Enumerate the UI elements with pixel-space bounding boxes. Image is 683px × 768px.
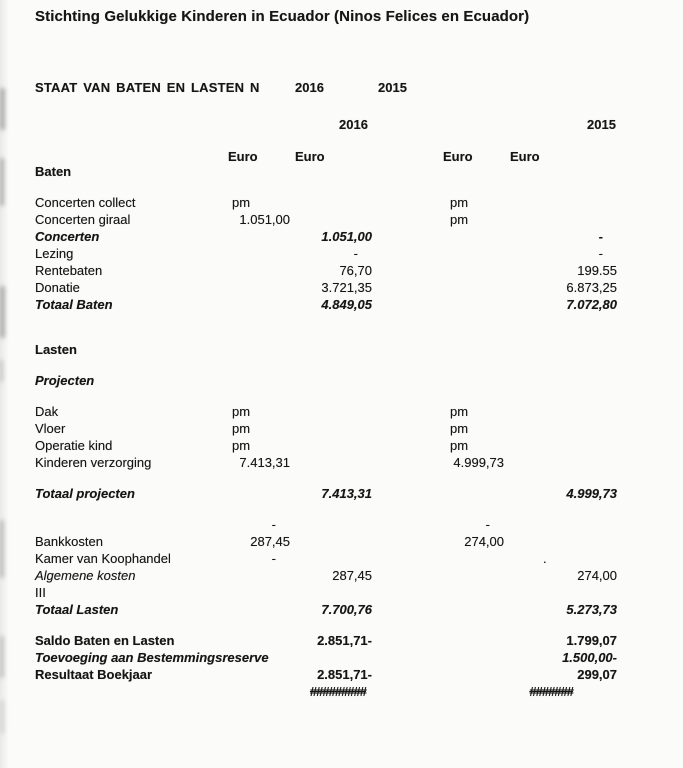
statement-row	[0, 212, 683, 229]
row-label: Bankkosten	[35, 534, 103, 549]
currency-header: Euro	[228, 149, 258, 164]
row-label: Kamer van Koophandel	[35, 551, 171, 566]
value-c4: 199.55	[577, 263, 617, 278]
statement-row	[0, 195, 683, 212]
scan-artifact	[1, 700, 4, 734]
value-c1: pm	[232, 195, 251, 210]
value-c2: 7.413,31	[321, 486, 372, 501]
row-label: Totaal Baten	[35, 297, 113, 312]
blank-row	[0, 328, 683, 342]
value-c2: 287,45	[332, 568, 372, 583]
statement-row	[0, 633, 683, 650]
statement-row	[0, 667, 683, 684]
value-c4: 1.500,00-	[562, 650, 617, 665]
row-label: Algemene kosten	[35, 568, 136, 583]
row-label: Projecten	[35, 373, 95, 388]
statement-row	[0, 373, 683, 390]
statement-row	[0, 404, 683, 421]
value-c2: -	[353, 246, 358, 261]
statement-row	[0, 342, 683, 359]
value-c2: 7.700,76	[321, 602, 372, 617]
statement-row	[0, 585, 683, 602]
statement-row	[0, 263, 683, 280]
row-label: Kinderen verzorging	[35, 455, 152, 470]
row-label: Saldo Baten en Lasten	[35, 633, 175, 648]
value-c3: pm	[450, 212, 469, 227]
value-c1: 7.413,31	[239, 455, 290, 470]
document-title: Stichting Gelukkige Kinderen in Ecuador (Ninos Felices en Ecuador)	[35, 8, 530, 25]
currency-header: Euro	[443, 149, 473, 164]
row-label: Vloer	[35, 421, 66, 436]
statement-row	[0, 164, 683, 181]
row-label: Operatie kind	[35, 438, 113, 453]
value-c3: pm	[450, 421, 469, 436]
column-year-2016: 2016	[339, 117, 368, 132]
blank-row	[0, 314, 683, 328]
statement-row	[0, 568, 683, 585]
value-c3: pm	[450, 438, 469, 453]
statement-heading: STAAT VAN BATEN EN LASTEN N	[35, 80, 260, 95]
value-c1: pm	[232, 421, 251, 436]
value-c4: -	[598, 229, 603, 244]
statement-row	[0, 280, 683, 297]
value-c2: 4.849,05	[321, 297, 372, 312]
column-year-2015: 2015	[587, 117, 616, 132]
value-c4: 6.873,25	[566, 280, 617, 295]
statement-row	[0, 246, 683, 263]
row-label: Rentebaten	[35, 263, 103, 278]
currency-header-row	[0, 149, 683, 164]
value-c2: 2.851,71-	[317, 633, 372, 648]
blank-row	[0, 503, 683, 517]
statement-row	[0, 486, 683, 503]
statement-row	[0, 517, 683, 534]
value-c4: 1.799,07	[566, 633, 617, 648]
statement-row	[0, 602, 683, 619]
statement-row	[0, 297, 683, 314]
statement-rows	[0, 164, 683, 701]
value-c3: -	[485, 517, 490, 532]
value-c4: 299,07	[577, 667, 617, 682]
value-c4: 5.273,73	[566, 602, 617, 617]
value-c4: 4.999,73	[566, 486, 617, 501]
value-c2: 1.051,00	[321, 229, 372, 244]
value-c1: pm	[232, 404, 251, 419]
value-c4: #######	[529, 684, 573, 699]
blank-row	[0, 390, 683, 404]
row-label: Dak	[35, 404, 59, 419]
value-c2: #########	[309, 684, 366, 699]
heading-year-2015: 2015	[378, 80, 407, 95]
statement-row	[0, 438, 683, 455]
value-c3: pm	[450, 404, 469, 419]
statement-row	[0, 551, 683, 568]
value-c2: 2.851,71-	[317, 667, 372, 682]
row-label: III	[35, 585, 46, 600]
statement-row	[0, 421, 683, 438]
blank-row	[0, 619, 683, 633]
row-label: Baten	[35, 164, 72, 179]
row-label: Concerten collect	[35, 195, 136, 210]
value-c3: 274,00	[464, 534, 504, 549]
blank-row	[0, 472, 683, 486]
row-label: Concerten	[35, 229, 100, 244]
row-label: Totaal projecten	[35, 486, 135, 501]
value-c4: .	[543, 551, 547, 566]
statement-row	[0, 684, 683, 701]
row-label: Resultaat Boekjaar	[35, 667, 153, 682]
value-c1: -	[271, 517, 276, 532]
blank-row	[0, 359, 683, 373]
value-c1: 287,45	[250, 534, 290, 549]
row-label: Lezing	[35, 246, 74, 261]
statement-row	[0, 650, 683, 667]
value-c4: 274,00	[577, 568, 617, 583]
row-label: Lasten	[35, 342, 77, 357]
currency-header: Euro	[510, 149, 540, 164]
value-c2: 3.721,35	[321, 280, 372, 295]
row-label: Toevoeging aan Bestemmingsreserve	[35, 650, 269, 665]
statement-row	[0, 455, 683, 472]
statement-row	[0, 229, 683, 246]
currency-header: Euro	[295, 149, 325, 164]
statement-row	[0, 534, 683, 551]
row-label: Totaal Lasten	[35, 602, 119, 617]
value-c4: 7.072,80	[566, 297, 617, 312]
value-c1: -	[271, 551, 276, 566]
row-label: Concerten giraal	[35, 212, 131, 227]
value-c3: 4.999,73	[453, 455, 504, 470]
value-c2: 76,70	[339, 263, 372, 278]
column-year-row	[0, 117, 683, 133]
row-label: Donatie	[35, 280, 80, 295]
value-c1: 1.051,00	[239, 212, 290, 227]
statement-heading-row	[0, 80, 683, 96]
blank-row	[0, 181, 683, 195]
value-c4: -	[598, 246, 603, 261]
heading-year-2016: 2016	[295, 80, 324, 95]
value-c1: pm	[232, 438, 251, 453]
value-c3: pm	[450, 195, 469, 210]
